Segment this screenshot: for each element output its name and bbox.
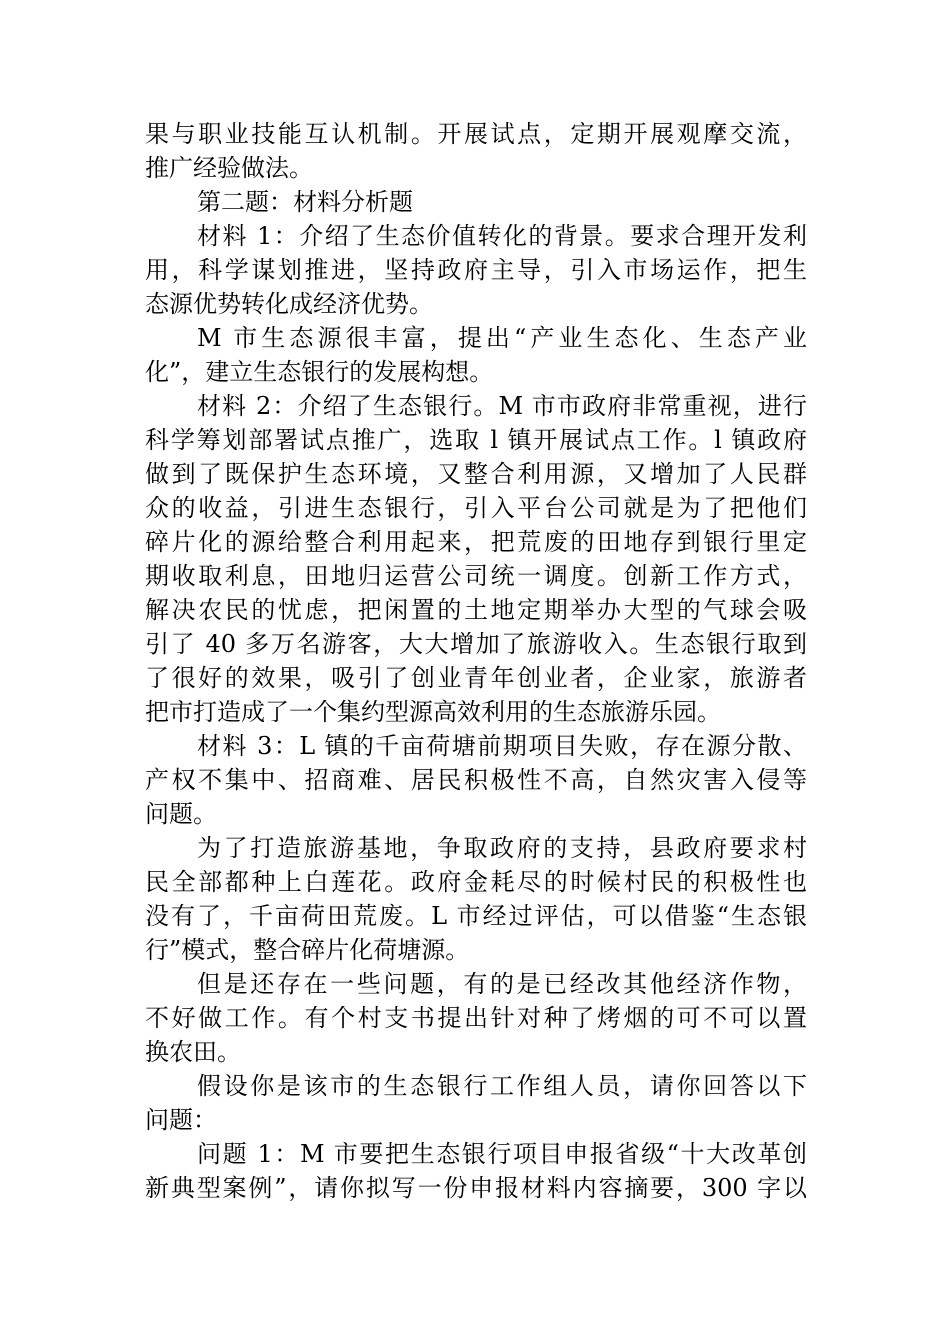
text-line: 民全部都种上白莲花。政府金耗尽的时候村民的积极性也 bbox=[145, 868, 807, 896]
text-line: 引了 40 多万名游客，大大增加了旅游收入。生态银行取到 bbox=[145, 630, 807, 658]
text-line: 没有了，千亩荷田荒废。L 市经过评估，可以借鉴“生态银 bbox=[145, 902, 807, 930]
text-line: 科学筹划部署试点推广，选取 l 镇开展试点工作。l 镇政府 bbox=[145, 426, 807, 454]
text-line: 材料 3：L 镇的千亩荷塘前期项目失败，存在源分散、 bbox=[197, 732, 807, 760]
text-line: 果与职业技能互认机制。开展试点，定期开展观摩交流， bbox=[145, 120, 807, 148]
text-line: 态源优势转化成经济优势。 bbox=[145, 290, 433, 318]
document-body bbox=[145, 117, 807, 1205]
text-line: 换农田。 bbox=[145, 1038, 241, 1066]
text-line: 但是还存在一些问题，有的是已经改其他经济作物， bbox=[197, 970, 807, 998]
text-line: 问题 1：M 市要把生态银行项目申报省级“十大改革创 bbox=[197, 1140, 807, 1168]
text-line: 众的收益，引进生态银行，引入平台公司就是为了把他们 bbox=[145, 494, 807, 522]
text-line: 第二题：材料分析题 bbox=[197, 188, 413, 216]
text-line: 问题。 bbox=[145, 800, 217, 828]
text-line: 行”模式，整合碎片化荷塘源。 bbox=[145, 936, 470, 964]
text-line: 产权不集中、招商难、居民积极性不高，自然灾害入侵等 bbox=[145, 766, 807, 794]
text-line: M 市生态源很丰富，提出“产业生态化、生态产业 bbox=[197, 324, 807, 352]
text-line: 解决农民的忧虑，把闲置的土地定期举办大型的气球会吸 bbox=[145, 596, 807, 624]
text-line: 假设你是该市的生态银行工作组人员，请你回答以下 bbox=[197, 1072, 807, 1100]
text-line: 用，科学谋划推进，坚持政府主导，引入市场运作，把生 bbox=[145, 256, 807, 284]
text-line: 做到了既保护生态环境，又整合利用源，又增加了人民群 bbox=[145, 460, 807, 488]
text-line: 为了打造旅游基地，争取政府的支持，县政府要求村 bbox=[197, 834, 807, 862]
text-line: 材料 2：介绍了生态银行。M 市市政府非常重视，进行 bbox=[197, 392, 807, 420]
text-line: 推广经验做法。 bbox=[145, 154, 313, 182]
text-line: 把市打造成了一个集约型源高效利用的生态旅游乐园。 bbox=[145, 698, 721, 726]
text-line: 期收取利息，田地归运营公司统一调度。创新工作方式， bbox=[145, 562, 807, 590]
text-line: 新典型案例”，请你拟写一份申报材料内容摘要，300 字以 bbox=[145, 1174, 807, 1202]
text-line: 化”，建立生态银行的发展构想。 bbox=[145, 358, 494, 386]
text-line: 了很好的效果，吸引了创业青年创业者，企业家，旅游者 bbox=[145, 664, 807, 692]
text-line: 问题： bbox=[145, 1106, 217, 1134]
text-line: 碎片化的源给整合利用起来，把荒废的田地存到银行里定 bbox=[145, 528, 807, 556]
text-line: 不好做工作。有个村支书提出针对种了烤烟的可不可以置 bbox=[145, 1004, 807, 1032]
text-line: 材料 1：介绍了生态价值转化的背景。要求合理开发利 bbox=[197, 222, 807, 250]
